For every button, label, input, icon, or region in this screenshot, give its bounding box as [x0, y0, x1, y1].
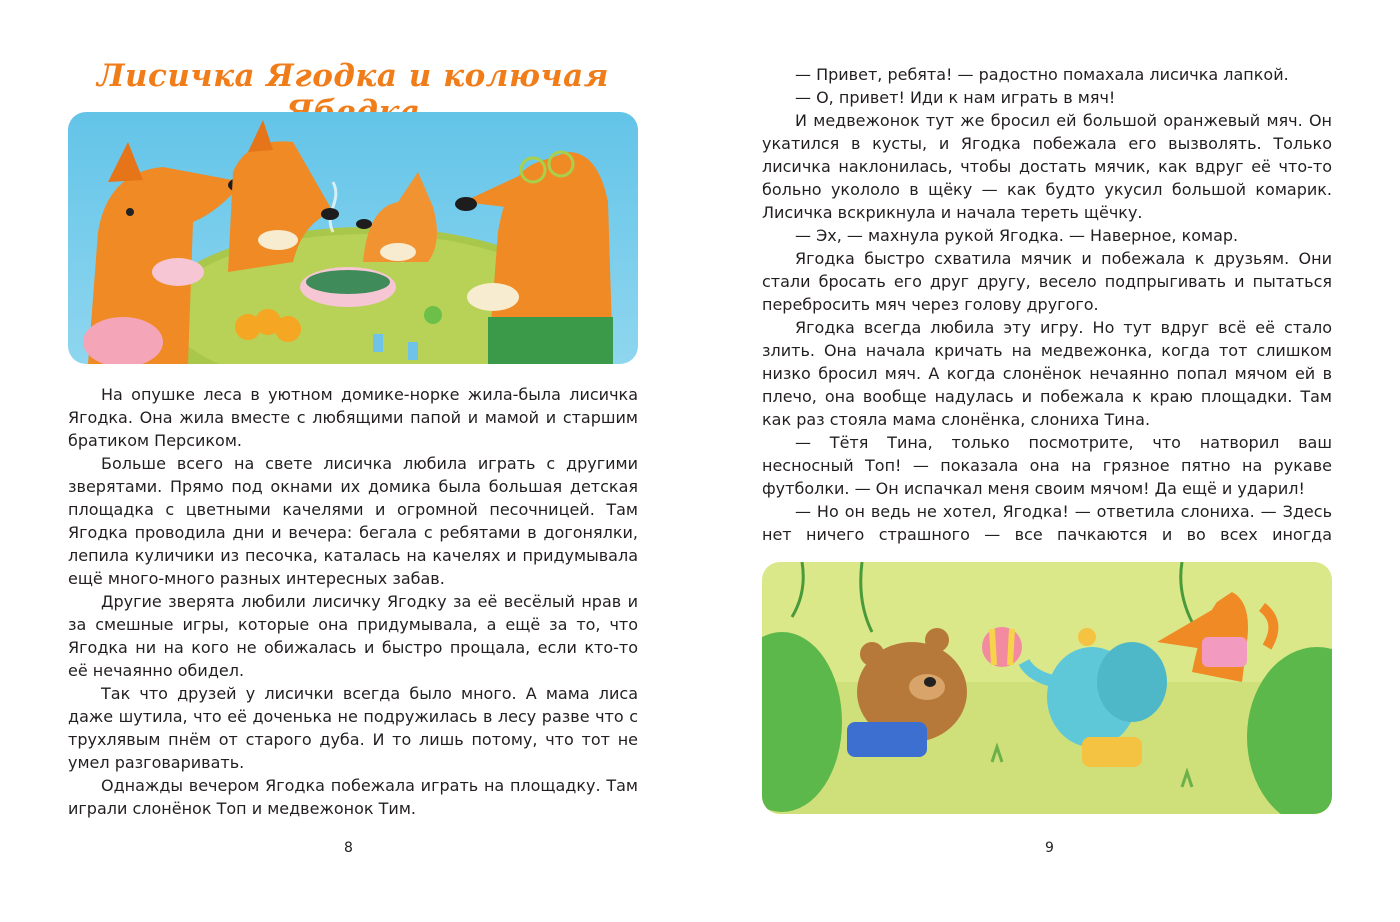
story-title: Лисичка Ягодка и колючая — [97, 58, 609, 94]
paragraph: Ягодка быстро схватила мячик и побежала к друзьям. Они стали бросать его друг другу, весело подпрыгивать и пытаться перебросить мяч через голову другого. — [762, 249, 1332, 314]
fox-family-illustration — [68, 112, 638, 364]
paragraph: — Но он ведь не хотел, Ягодка! — ответила слониха. — Здесь нет ничего страшного — все пачкаются и во всех иногда — [762, 502, 1332, 544]
paragraph: — Привет, ребята! — радостно помахала лисичка лапкой. — [795, 65, 1289, 84]
paragraph: И медвежонок тут же бросил ей большой оранжевый мяч. Он укатился в кусты, и Ягодка побежала его вызволять. Только лисичка наклонилась, чтобы достать мячик, как вдруг её что-то больно укололо в щёку — как будто укусил большой комарик. Лисичка вскрикнула и начала тереть щёчку. — [762, 111, 1332, 222]
paragraph: Другие зверята любили лисичку Ягодку за её весёлый нрав и за смешные игры, которые она придумывала, а ещё за то, что Ягодка ни на кого не обижалась и быстро прощала, если кто-то её нечаянно обидел. — [68, 592, 638, 680]
left-page-text — [68, 383, 638, 820]
page-number: 8 — [344, 840, 353, 856]
paragraph: — Эх, — махнула рукой Ягодка. — Наверное, комар. — [795, 226, 1239, 245]
paragraph: На опушке леса в уютном домике-норке жила-была лисичка Ягодка. Она жила вместе с любящими папой и мамой и старшим братиком Персиком. — [68, 385, 638, 450]
playground-ball-illustration — [762, 562, 1332, 814]
paragraph: Больше всего на свете лисичка любила играть с другими зверятами. Прямо под окнами их домика была большая детская площадка с цветными качелями и огромной песочницей. Там Ягодка проводила дни и вечера: бегала с ребятами в догонялки, лепила куличики из песочка, каталась на качелях и придумывала ещё много-много разных интересных забав. — [68, 454, 638, 588]
paragraph: Так что друзей у лисички всегда было много. А мама лиса даже шутила, что её доченька не подружилась в лесу разве что с трухлявым пнём от старого дуба. И то лишь потому, что тот не умел разговаривать. — [68, 684, 638, 772]
paragraph: — О, привет! Иди к нам играть в мяч! — [795, 88, 1116, 107]
paragraph: — Тётя Тина, только посмотрите, что натворил ваш несносный Топ! — показала она на грязное пятно на рукаве футболки. — Он испачкал меня своим мячом! Да ещё и ударил! — [762, 433, 1332, 498]
right-page-text — [762, 63, 1332, 546]
page-number: 9 — [1045, 840, 1054, 856]
right-page — [700, 0, 1400, 922]
paragraph: Ягодка всегда любила эту игру. Но тут вдруг всё её стало злить. Она начала кричать на медвежонка, когда тот слишком низко бросил мяч. А когда слонёнок нечаянно попал мячом ей в плечо, она вообще надулась и побежала к краю площадки. Там как раз стояла мама слонёнка, слониха Тина. — [762, 318, 1332, 429]
paragraph: Однажды вечером Ягодка побежала играть на площадку. Там играли слонёнок Топ и медвежонок Тим. — [68, 776, 638, 818]
